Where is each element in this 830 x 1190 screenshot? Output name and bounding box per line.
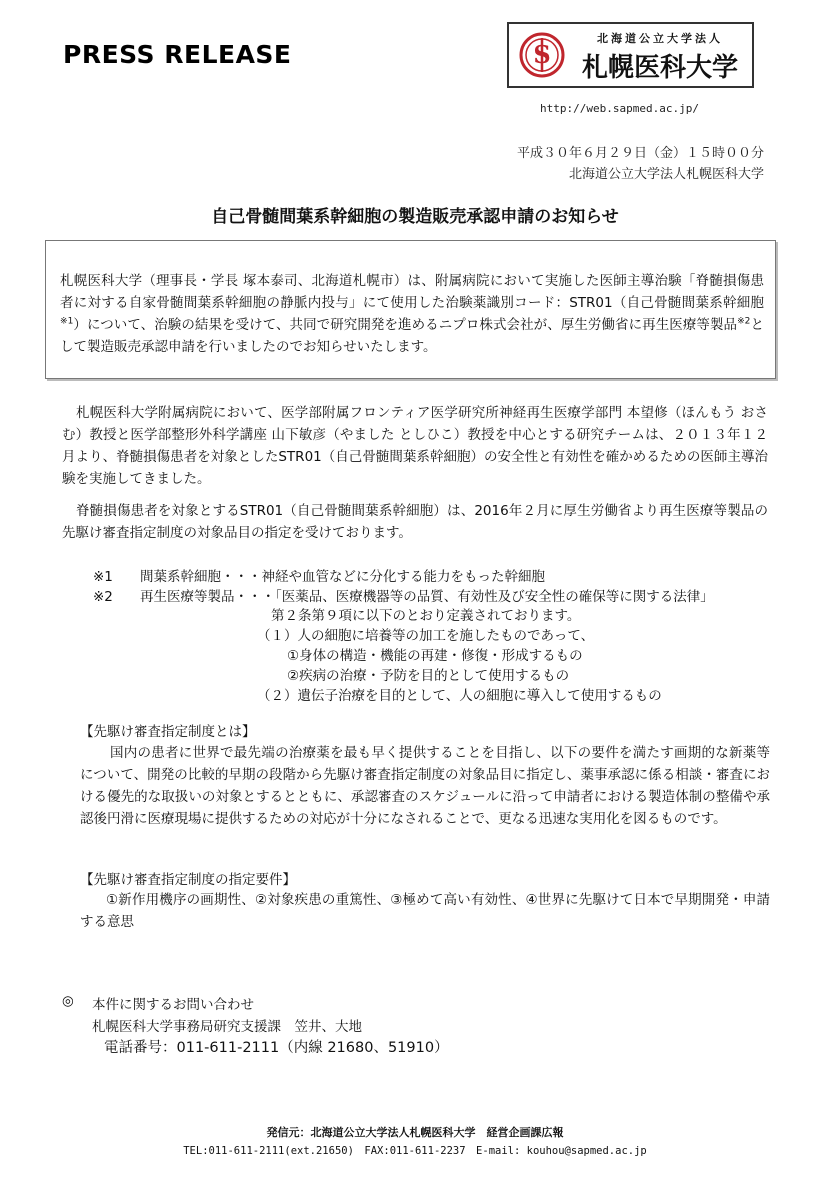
footer-sender: 発信元：北海道公立大学法人札幌医科大学 経営企画課広報 xyxy=(266,1126,564,1139)
press-release-title: PRESS RELEASE xyxy=(63,40,292,69)
requirements-body: ①新作用機序の画期性、②対象疾患の重篤性、③極めて高い有効性、④世界に先駆けて日本で早期開発・申請する意思 xyxy=(80,892,770,930)
seal-letter: S xyxy=(533,40,551,69)
contact-mark: ◎ xyxy=(62,993,74,1009)
sakigake-body: 国内の患者に世界で最先端の治療薬を最も早く提供することを目指し、以下の要件を満たす画期的な新薬等について、開発の比較的早期の段階から先駆け審査指定制度の対象品目に指定し、薬事承認に係る相談・審査における優先的な取扱いの対象とするとともに、承認審査のスケジュールに沿って申請者における製造体制の整備や承認後円滑に医療現場に提供するための対応が十分になされることで、更なる迅速な実用化を図るものです。 xyxy=(80,745,770,827)
summary-part-3: として製造販売承認申請を行いましたのでお知らせいたします。 xyxy=(60,317,764,355)
document-title: 自己骨髄間葉系幹細胞の製造販売承認申請のお知らせ xyxy=(211,207,619,227)
note-1-text: 間葉系幹細胞・・・神経や血管などに分化する能力をもった幹細胞 xyxy=(140,569,545,585)
university-logo xyxy=(507,22,754,88)
contact-telephone: 電話番号：011-611-2111（内線 21680、51910） xyxy=(104,1040,449,1056)
summary-part-2: ）について、治験の結果を受けて、共同で研究開発を進めるニプロ株式会社が、厚生労働省に再生医療等製品 xyxy=(73,317,738,333)
contact-label: 本件に関するお問い合わせ xyxy=(92,997,254,1013)
definition-2: （２）遺伝子治療を目的として、人の細胞に導入して使用するもの xyxy=(257,688,662,704)
release-date: 平成３０年６月２９日（金）１５時００分 xyxy=(516,146,764,161)
sakigake-heading: 【先駆け審査指定制度とは】 xyxy=(80,724,256,740)
requirements-heading: 【先駆け審査指定制度の指定要件】 xyxy=(80,872,296,888)
note-2-continuation: 第２条第９項に以下のとおり定義されております。 xyxy=(271,608,581,624)
body-paragraph-2: 脊髄損傷患者を対象とするSTR01（自己骨髄間葉系幹細胞）は、2016年２月に厚生労働省より再生医療等製品の先駆け審査指定制度の対象品目の指定を受けております。 xyxy=(62,503,768,541)
summary-footnote-1: ※1 xyxy=(60,316,74,327)
footer-contact: TEL:011-611-2111(ext.21650) FAX:011-611-2237 E-mail: kouhou@sapmed.ac.jp xyxy=(183,1145,647,1157)
summary-part-1: 札幌医科大学（理事長・学長 塚本泰司、北海道札幌市）は、附属病院において実施した医師主導治験「脊髄損傷患者に対する自家骨髄間葉系幹細胞の静脈内投与」にて使用した治験薬識別コード：STR01（自己骨髄間葉系幹細胞 xyxy=(60,273,764,311)
website-url: http://web.sapmed.ac.jp/ xyxy=(540,102,699,115)
summary-text xyxy=(60,270,764,358)
note-2-text: 再生医療等製品・・・「医薬品、医療機器等の品質、有効性及び安全性の確保等に関する法律」 xyxy=(140,589,714,605)
note-1-mark: ※1 xyxy=(93,569,113,585)
university-seal-icon xyxy=(519,32,565,78)
contact-department: 札幌医科大学事務局研究支援課 笠井、大地 xyxy=(92,1019,362,1035)
definition-1a: ①身体の構造・機能の再建・修復・形成するもの xyxy=(287,648,583,664)
logo-name: 札幌医科大学 xyxy=(581,53,738,83)
release-organization: 北海道公立大学法人札幌医科大学 xyxy=(568,167,764,182)
definition-1: （１）人の細胞に培養等の加工を施したものであって、 xyxy=(257,628,595,644)
summary-box xyxy=(45,240,776,379)
logo-subtitle: 北海道公立大学法人 xyxy=(597,32,723,45)
body-paragraph-1: 札幌医科大学附属病院において、医学部附属フロンティア医学研究所神経再生医療学部門 本望修（ほんもう おさむ）教授と医学部整形外科学講座 山下敏彦（やました としひこ）教授を中心とする研究チームは、２０１３年１２月より、脊髄損傷患者を対象としたSTR01（自己骨髄間葉系幹細胞）の安全性と有効性を確かめるための医師主導治験を実施してきました。 xyxy=(62,405,768,487)
definition-1b: ②疾病の治療・予防を目的として使用するもの xyxy=(287,668,570,684)
note-2-mark: ※2 xyxy=(93,589,113,605)
summary-footnote-2: ※2 xyxy=(737,316,751,327)
